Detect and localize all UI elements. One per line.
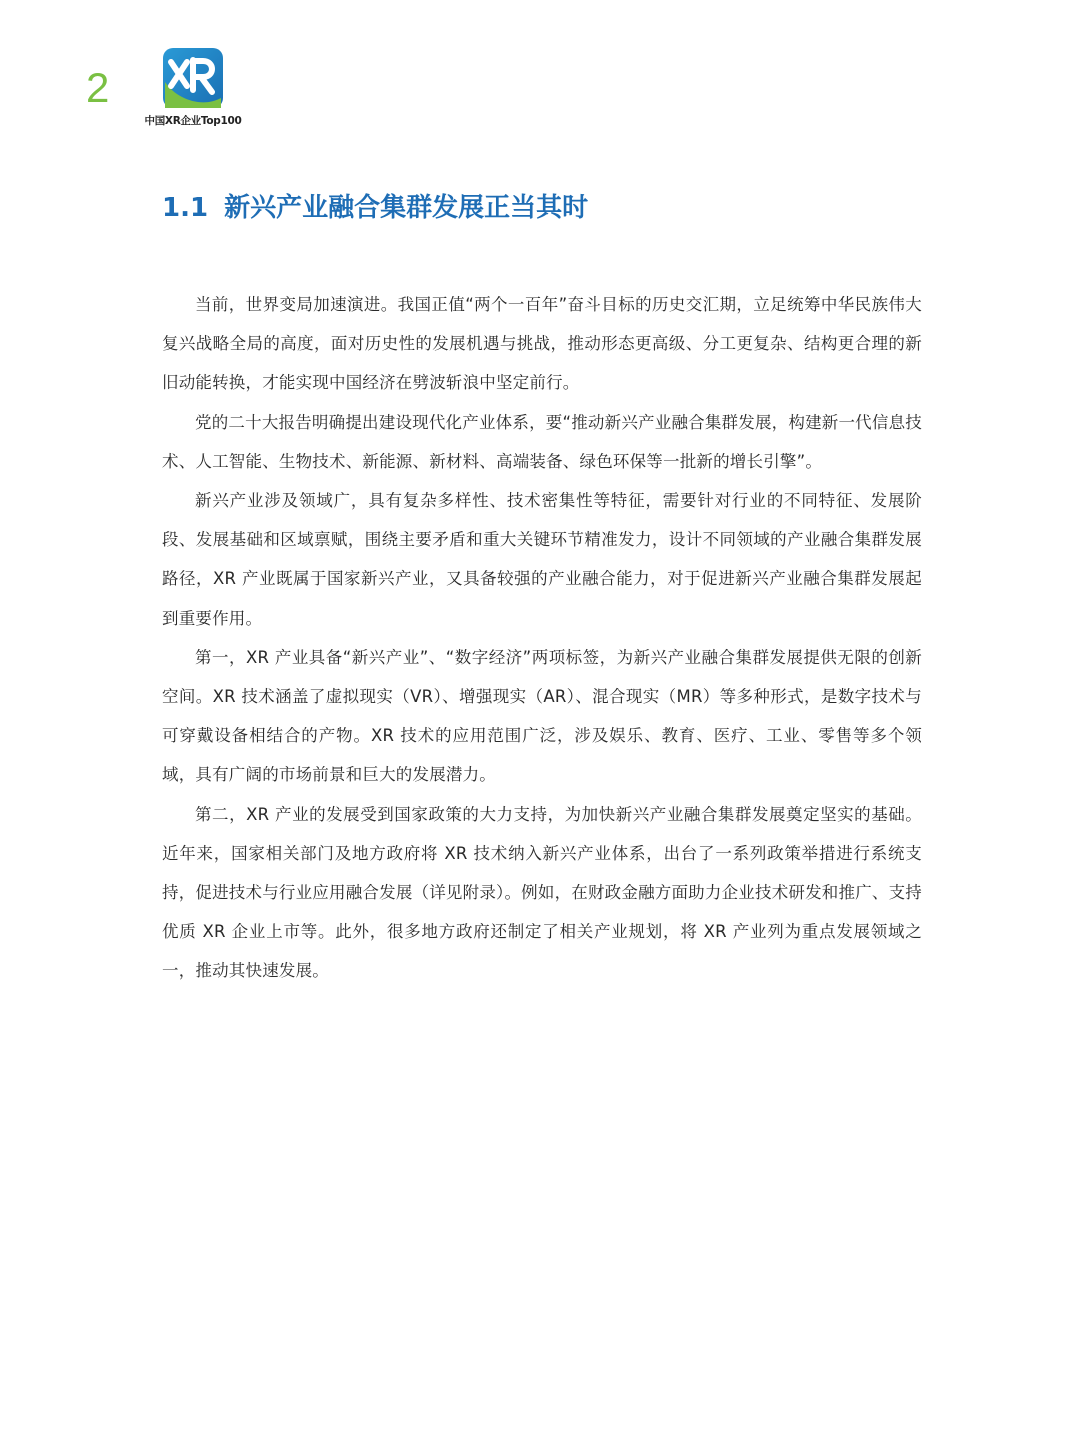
section-number: 1.1	[162, 193, 209, 223]
page-number: 2	[86, 64, 110, 111]
xr-logo-icon	[163, 48, 223, 108]
paragraph: 当前，世界变局加速演进。我国正值“两个一百年”奋斗目标的历史交汇期，立足统筹中华民族伟大复兴战略全局的高度，面对历史性的发展机遇与挑战，推动形态更高级、分工更复杂、结构更合理的新旧动能转换，才能实现中国经济在劈波斩浪中坚定前行。	[162, 295, 922, 393]
section-title-text: 新兴产业融合集群发展正当其时	[224, 193, 589, 223]
body-text	[162, 285, 922, 991]
section-title	[162, 188, 588, 228]
logo-caption: 中国XR企业Top100	[144, 115, 242, 127]
paragraph: 第二，XR 产业的发展受到国家政策的大力支持，为加快新兴产业融合集群发展奠定坚实的基础。近年来，国家相关部门及地方政府将 XR 技术纳入新兴产业体系，出台了一系列政策举措进行系统支持，促进技术与行业应用融合发展（详见附录）。例如，在财政金融方面助力企业技术研发和推广、支持优质 XR 企业上市等。此外，很多地方政府还制定了相关产业规划，将 XR 产业列为重点发展领域之一，推动其快速发展。	[162, 804, 922, 981]
paragraph: 党的二十大报告明确提出建设现代化产业体系，要“推动新兴产业融合集群发展，构建新一代信息技术、人工智能、生物技术、新能源、新材料、高端装备、绿色环保等一批新的增长引擎”。	[162, 412, 922, 471]
paragraph: 第一，XR 产业具备“新兴产业”、“数字经济”两项标签，为新兴产业融合集群发展提供无限的创新空间。XR 技术涵盖了虚拟现实（VR）、增强现实（AR）、混合现实（MR）等多种形式，是数字技术与可穿戴设备相结合的产物。XR 技术的应用范围广泛，涉及娱乐、教育、医疗、工业、零售等多个领域，具有广阔的市场前景和巨大的发展潜力。	[162, 647, 922, 785]
paragraph: 新兴产业涉及领域广，具有复杂多样性、技术密集性等特征，需要针对行业的不同特征、发展阶段、发展基础和区域禀赋，围绕主要矛盾和重大关键环节精准发力，设计不同领域的产业融合集群发展路径，XR 产业既属于国家新兴产业，又具备较强的产业融合能力，对于促进新兴产业融合集群发展起到重要作用。	[162, 491, 922, 628]
xr-top100-logo	[137, 48, 249, 130]
